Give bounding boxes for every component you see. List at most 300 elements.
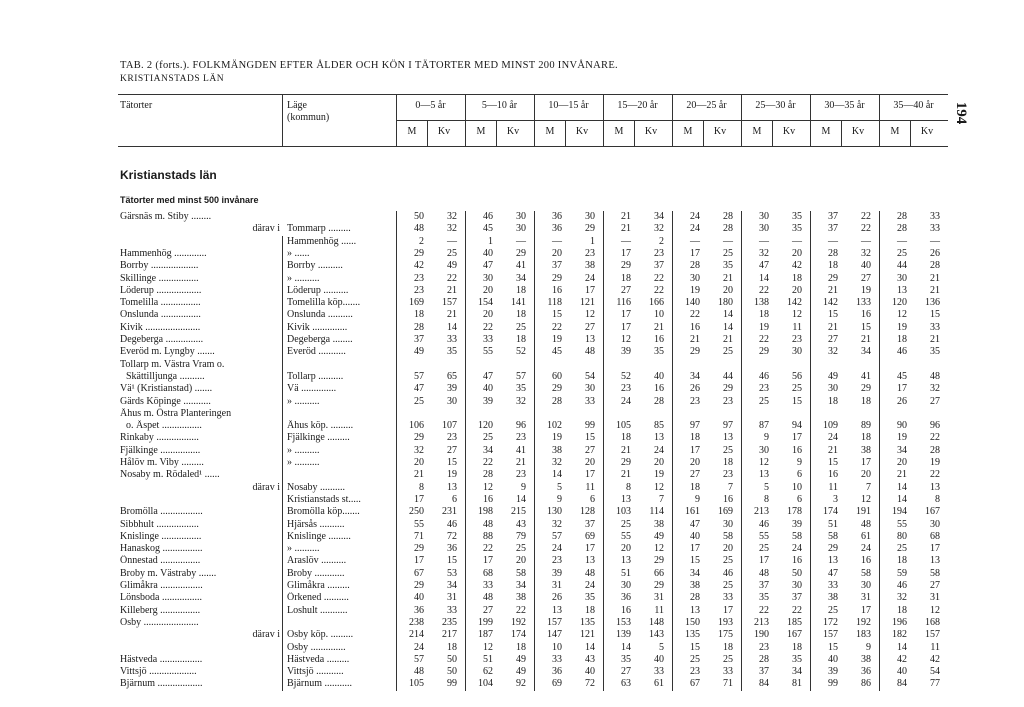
cell-m: 84 — [759, 678, 769, 690]
cell-m: 106 — [409, 420, 424, 432]
cell-kv: 20 — [861, 469, 871, 481]
cell-kv: 42 — [930, 653, 940, 665]
cell-kv: 40 — [654, 370, 664, 382]
cell-m: 153 — [616, 616, 631, 628]
cell-kv: 148 — [649, 616, 664, 628]
cell-kv: 81 — [792, 678, 802, 690]
cell-m: 150 — [685, 616, 700, 628]
table-row — [0, 666, 1024, 678]
cell-m: — — [552, 235, 562, 247]
cell-kv: 15 — [585, 432, 595, 444]
cell-kv: 29 — [861, 383, 871, 395]
cell-m: 39 — [828, 666, 838, 678]
cell-kv: 2 — [659, 235, 664, 247]
header-top-rule — [118, 94, 948, 95]
cell-m: 157 — [547, 616, 562, 628]
row-daarav: därav i — [252, 223, 280, 235]
cell-m: 157 — [823, 629, 838, 641]
cell-kv: 37 — [585, 518, 595, 530]
cell-m: 21 — [621, 469, 631, 481]
cell-m: 25 — [621, 518, 631, 530]
sex-divider — [703, 120, 704, 146]
cell-kv: 19 — [861, 284, 871, 296]
cell-kv: 20 — [792, 247, 802, 259]
table-row — [0, 359, 1024, 371]
cell-kv: 32 — [447, 223, 457, 235]
cell-kv: 11 — [585, 481, 595, 493]
cell-kv: 31 — [861, 592, 871, 604]
row-place-name: Åhus m. Östra Planteringen — [120, 407, 232, 419]
cell-kv: 18 — [861, 395, 871, 407]
cell-m: 57 — [414, 653, 424, 665]
cell-kv: 79 — [516, 530, 526, 542]
cell-m: — — [690, 235, 700, 247]
row-kommun: Vittsjö ........... — [287, 666, 344, 678]
cell-m: 15 — [552, 309, 562, 321]
cell-kv: 18 — [447, 641, 457, 653]
cell-kv: 157 — [442, 297, 457, 309]
cell-kv: 16 — [792, 444, 802, 456]
cell-m: 44 — [897, 260, 907, 272]
cell-m: 169 — [409, 297, 424, 309]
cell-kv: 18 — [516, 641, 526, 653]
section-title: Kristianstads län — [120, 168, 217, 182]
cell-kv: 23 — [654, 247, 664, 259]
cell-m: 36 — [621, 592, 631, 604]
cell-m: 57 — [414, 370, 424, 382]
cell-m: 25 — [828, 604, 838, 616]
cell-m: 22 — [483, 543, 493, 555]
cell-kv: 9 — [521, 481, 526, 493]
cell-m: 48 — [414, 223, 424, 235]
cell-kv: 34 — [516, 580, 526, 591]
cell-m: 90 — [897, 420, 907, 432]
cell-kv: 35 — [654, 346, 664, 358]
row-kommun: Löderup .......... — [287, 284, 349, 296]
cell-m: 21 — [828, 444, 838, 456]
cell-m: 25 — [759, 543, 769, 555]
cell-m: 23 — [414, 284, 424, 296]
cell-m: 172 — [823, 616, 838, 628]
cell-kv: 50 — [447, 653, 457, 665]
cell-kv: 15 — [930, 309, 940, 321]
cell-kv: 68 — [930, 530, 940, 542]
cell-kv: 29 — [654, 580, 664, 591]
cell-kv: — — [861, 235, 871, 247]
cell-m: 213 — [754, 506, 769, 518]
cell-kv: 174 — [511, 629, 526, 641]
cell-kv: 22 — [861, 211, 871, 222]
cell-kv: 13 — [585, 555, 595, 567]
table-row — [0, 457, 1024, 469]
cell-kv: 21 — [654, 321, 664, 333]
cell-kv: 22 — [654, 284, 664, 296]
cell-kv: 22 — [792, 604, 802, 616]
cell-m: 18 — [897, 604, 907, 616]
cell-m: 46 — [483, 211, 493, 222]
cell-m: 33 — [552, 653, 562, 665]
table-row — [0, 223, 1024, 235]
table-row — [0, 322, 1024, 334]
row-kommun: » .......... — [287, 272, 320, 284]
cell-kv: 69 — [585, 530, 595, 542]
cell-m: 29 — [552, 383, 562, 395]
cell-kv: 235 — [442, 616, 457, 628]
cell-kv: 128 — [580, 506, 595, 518]
cell-kv: 27 — [447, 444, 457, 456]
table-row — [0, 482, 1024, 494]
table-row — [0, 309, 1024, 321]
cell-m: 17 — [621, 309, 631, 321]
cell-kv: 24 — [792, 543, 802, 555]
cell-m: 29 — [414, 247, 424, 259]
row-kommun: Bromölla köp....... — [287, 506, 360, 518]
cell-m: 52 — [621, 370, 631, 382]
cell-kv: 99 — [585, 420, 595, 432]
cell-kv: 21 — [930, 272, 940, 284]
cell-m: 55 — [621, 530, 631, 542]
cell-m: 35 — [759, 592, 769, 604]
row-kommun: Nosaby .......... — [287, 481, 346, 493]
cell-m: 22 — [759, 334, 769, 345]
cell-m: 51 — [621, 567, 631, 579]
cell-m: 22 — [483, 321, 493, 333]
row-place-name: Degeberga ............... — [120, 334, 204, 345]
cell-kv: 89 — [861, 420, 871, 432]
age-group-header: 10—15 år — [548, 100, 589, 111]
cell-kv: 13 — [930, 481, 940, 493]
cell-m: 18 — [897, 334, 907, 345]
row-place-name: Rinkaby ................. — [120, 432, 199, 444]
cell-kv: 11 — [930, 641, 940, 653]
cell-m: 21 — [828, 321, 838, 333]
cell-m: 15 — [828, 309, 838, 321]
row-place-name: Everöd m. Lyngby ....... — [120, 346, 215, 358]
cell-m: 51 — [483, 653, 493, 665]
cell-kv: 33 — [585, 395, 595, 407]
cell-kv: 25 — [723, 555, 733, 567]
cell-kv: 42 — [792, 260, 802, 272]
sex-divider — [496, 120, 497, 146]
body-divider-lage — [282, 236, 283, 691]
cell-kv: 72 — [585, 678, 595, 690]
cell-kv: 28 — [723, 211, 733, 222]
cell-m: 138 — [754, 297, 769, 309]
cell-kv: 21 — [447, 309, 457, 321]
cell-m: 88 — [483, 530, 493, 542]
cell-kv: 10 — [654, 309, 664, 321]
cell-kv: 27 — [585, 321, 595, 333]
cell-m: 29 — [828, 272, 838, 284]
table-row — [0, 617, 1024, 629]
cell-kv: 34 — [861, 346, 871, 358]
cell-kv: 38 — [516, 592, 526, 604]
cell-m: 55 — [414, 518, 424, 530]
cell-kv: 49 — [447, 260, 457, 272]
cell-m: 15 — [828, 641, 838, 653]
cell-m: 46 — [759, 370, 769, 382]
cell-m: 25 — [897, 247, 907, 259]
cell-kv: 32 — [516, 395, 526, 407]
cell-kv: — — [930, 235, 940, 247]
sub-header-m: M — [476, 126, 486, 137]
cell-kv: 12 — [930, 604, 940, 616]
cell-kv: 215 — [511, 506, 526, 518]
cell-m: 161 — [685, 506, 700, 518]
cell-kv: 17 — [861, 457, 871, 468]
cell-m: 139 — [616, 629, 631, 641]
cell-m: 17 — [621, 247, 631, 259]
cell-kv: 121 — [580, 629, 595, 641]
table-row — [0, 236, 1024, 248]
cell-kv: 24 — [861, 543, 871, 555]
cell-kv: 46 — [723, 567, 733, 579]
row-kommun: » ...... — [287, 247, 310, 259]
cell-m: 36 — [552, 211, 562, 222]
cell-m: 5 — [557, 481, 562, 493]
cell-kv: 35 — [930, 346, 940, 358]
row-kommun: Tommarp ......... — [287, 223, 351, 235]
sub-header-kv: Kv — [644, 126, 658, 137]
cell-m: 40 — [690, 530, 700, 542]
table-row — [0, 469, 1024, 481]
row-kommun: Araslöv .......... — [287, 555, 347, 567]
table-row — [0, 297, 1024, 309]
cell-m: 30 — [828, 383, 838, 395]
cell-kv: 50 — [447, 666, 457, 678]
cell-m: 63 — [621, 678, 631, 690]
cell-kv: 40 — [585, 666, 595, 678]
cell-m: 20 — [483, 284, 493, 296]
age-group-header: 35—40 år — [893, 100, 934, 111]
cell-kv: 41 — [861, 370, 871, 382]
cell-kv: 48 — [930, 370, 940, 382]
cell-m: 37 — [759, 580, 769, 591]
cell-m: 47 — [759, 260, 769, 272]
cell-m: 28 — [690, 260, 700, 272]
cell-kv: 31 — [930, 592, 940, 604]
cell-kv: 99 — [447, 678, 457, 690]
cell-m: 45 — [897, 370, 907, 382]
cell-m: 22 — [759, 284, 769, 296]
cell-kv: 23 — [516, 469, 526, 481]
cell-m: 33 — [483, 334, 493, 345]
table-row — [0, 592, 1024, 604]
cell-kv: 17 — [585, 284, 595, 296]
cell-kv: 49 — [654, 530, 664, 542]
cell-kv: 20 — [654, 457, 664, 468]
cell-kv: 22 — [930, 469, 940, 481]
cell-kv: 92 — [516, 678, 526, 690]
table-row — [0, 642, 1024, 654]
cell-m: 47 — [483, 260, 493, 272]
cell-kv: 23 — [723, 395, 733, 407]
cell-m: 14 — [552, 469, 562, 481]
cell-kv: 27 — [585, 444, 595, 456]
cell-kv: 27 — [930, 580, 940, 591]
cell-kv: 18 — [792, 272, 802, 284]
cell-m: 13 — [552, 604, 562, 616]
body-group-divider — [741, 211, 742, 691]
cell-m: 30 — [759, 223, 769, 235]
cell-m: 120 — [478, 420, 493, 432]
cell-m: 8 — [626, 481, 631, 493]
cell-kv: 19 — [654, 469, 664, 481]
row-kommun: Degeberga ........ — [287, 334, 353, 345]
cell-m: 17 — [690, 247, 700, 259]
cell-m: 18 — [759, 309, 769, 321]
cell-m: 71 — [414, 530, 424, 542]
cell-kv: 30 — [792, 580, 802, 591]
cell-m: 20 — [897, 457, 907, 468]
table-row — [0, 568, 1024, 580]
cell-m: 99 — [828, 678, 838, 690]
cell-m: 30 — [759, 211, 769, 222]
cell-kv: 94 — [792, 420, 802, 432]
cell-kv: 19 — [930, 457, 940, 468]
cell-kv: 33 — [447, 604, 457, 616]
cell-kv: — — [447, 235, 457, 247]
cell-kv: 24 — [654, 444, 664, 456]
cell-m: 47 — [828, 567, 838, 579]
cell-m: 69 — [552, 678, 562, 690]
cell-kv: 14 — [516, 493, 526, 505]
row-kommun: Broby ............ — [287, 567, 345, 579]
cell-m: 21 — [897, 469, 907, 481]
cell-m: 21 — [621, 211, 631, 222]
cell-kv: 41 — [516, 260, 526, 272]
cell-kv: 27 — [930, 395, 940, 407]
cell-m: 62 — [483, 666, 493, 678]
row-kommun: Knislinge ......... — [287, 530, 351, 542]
cell-m: 8 — [764, 493, 769, 505]
cell-kv: 15 — [861, 321, 871, 333]
cell-kv: 25 — [723, 346, 733, 358]
cell-kv: 24 — [585, 580, 595, 591]
cell-m: 22 — [759, 604, 769, 616]
cell-kv: 22 — [654, 272, 664, 284]
cell-kv: 97 — [723, 420, 733, 432]
row-place-name: Broby m. Västraby ....... — [120, 567, 217, 579]
cell-m: 17 — [414, 555, 424, 567]
cell-kv: 32 — [654, 223, 664, 235]
cell-kv: 16 — [654, 334, 664, 345]
row-place-name: Gärds Köpinge ........... — [120, 395, 211, 407]
header-bottom-rule — [118, 146, 948, 147]
cell-m: 13 — [897, 284, 907, 296]
cell-kv: 16 — [861, 555, 871, 567]
cell-kv: 96 — [516, 420, 526, 432]
cell-m: 25 — [414, 395, 424, 407]
cell-kv: 36 — [861, 666, 871, 678]
row-place-name: Hästveda ................. — [120, 653, 203, 665]
cell-kv: 17 — [585, 469, 595, 481]
cell-kv: 11 — [654, 604, 664, 616]
table-row — [0, 334, 1024, 346]
cell-m: 17 — [759, 555, 769, 567]
table-row — [0, 605, 1024, 617]
row-place-name: Vä¹ (Kristianstad) ....... — [120, 383, 213, 395]
cell-kv: 56 — [792, 370, 802, 382]
body-group-divider — [465, 211, 466, 691]
cell-kv: 48 — [861, 518, 871, 530]
cell-kv: 191 — [856, 506, 871, 518]
cell-m: 25 — [897, 543, 907, 555]
cell-m: 28 — [759, 653, 769, 665]
cell-kv: 77 — [930, 678, 940, 690]
table-row — [0, 346, 1024, 358]
cell-kv: 58 — [516, 567, 526, 579]
row-place-name: Borrby ................... — [120, 260, 199, 272]
cell-kv: 49 — [516, 653, 526, 665]
sex-divider — [427, 120, 428, 146]
cell-kv: 18 — [723, 457, 733, 468]
col-header-kommun: (kommun) — [287, 112, 330, 123]
cell-kv: 34 — [516, 272, 526, 284]
sex-divider — [634, 120, 635, 146]
cell-m: 135 — [685, 629, 700, 641]
cell-m: 24 — [621, 395, 631, 407]
cell-kv: 7 — [866, 481, 871, 493]
cell-m: 12 — [621, 334, 631, 345]
cell-kv: 49 — [516, 666, 526, 678]
cell-kv: 25 — [723, 444, 733, 456]
cell-m: 23 — [414, 272, 424, 284]
body-group-divider — [810, 211, 811, 691]
cell-m: 33 — [828, 580, 838, 591]
cell-kv: 33 — [723, 592, 733, 604]
age-group-header: 15—20 år — [617, 100, 658, 111]
cell-kv: 30 — [792, 346, 802, 358]
cell-m: 22 — [690, 309, 700, 321]
cell-kv: 114 — [649, 506, 664, 518]
cell-kv: 14 — [723, 321, 733, 333]
cell-m: 40 — [828, 653, 838, 665]
cell-kv: 11 — [792, 321, 802, 333]
cell-m: 120 — [892, 297, 907, 309]
cell-kv: 1 — [590, 235, 595, 247]
cell-m: 25 — [483, 432, 493, 444]
sex-divider — [841, 120, 842, 146]
row-kommun: Osby köp. ......... — [287, 629, 354, 641]
cell-m: 48 — [414, 666, 424, 678]
cell-m: 60 — [552, 370, 562, 382]
cell-m: 27 — [483, 604, 493, 616]
cell-kv: 52 — [516, 346, 526, 358]
cell-m: 14 — [759, 272, 769, 284]
cell-m: 17 — [621, 321, 631, 333]
cell-kv: 54 — [930, 666, 940, 678]
cell-kv: 30 — [930, 518, 940, 530]
cell-m: 14 — [897, 641, 907, 653]
cell-kv: 8 — [935, 493, 940, 505]
cell-m: 33 — [483, 580, 493, 591]
cell-m: 37 — [552, 260, 562, 272]
cell-kv: 22 — [447, 272, 457, 284]
cell-kv: 28 — [654, 395, 664, 407]
cell-kv: — — [792, 235, 802, 247]
cell-kv: 18 — [516, 334, 526, 345]
cell-kv: 16 — [861, 309, 871, 321]
cell-kv: 35 — [447, 346, 457, 358]
cell-kv: 21 — [930, 284, 940, 296]
row-place-name: Löderup .................. — [120, 284, 202, 296]
cell-m: 27 — [621, 666, 631, 678]
cell-kv: 15 — [447, 555, 457, 567]
cell-m: 47 — [690, 518, 700, 530]
cell-kv: 29 — [585, 223, 595, 235]
cell-m: 17 — [690, 444, 700, 456]
